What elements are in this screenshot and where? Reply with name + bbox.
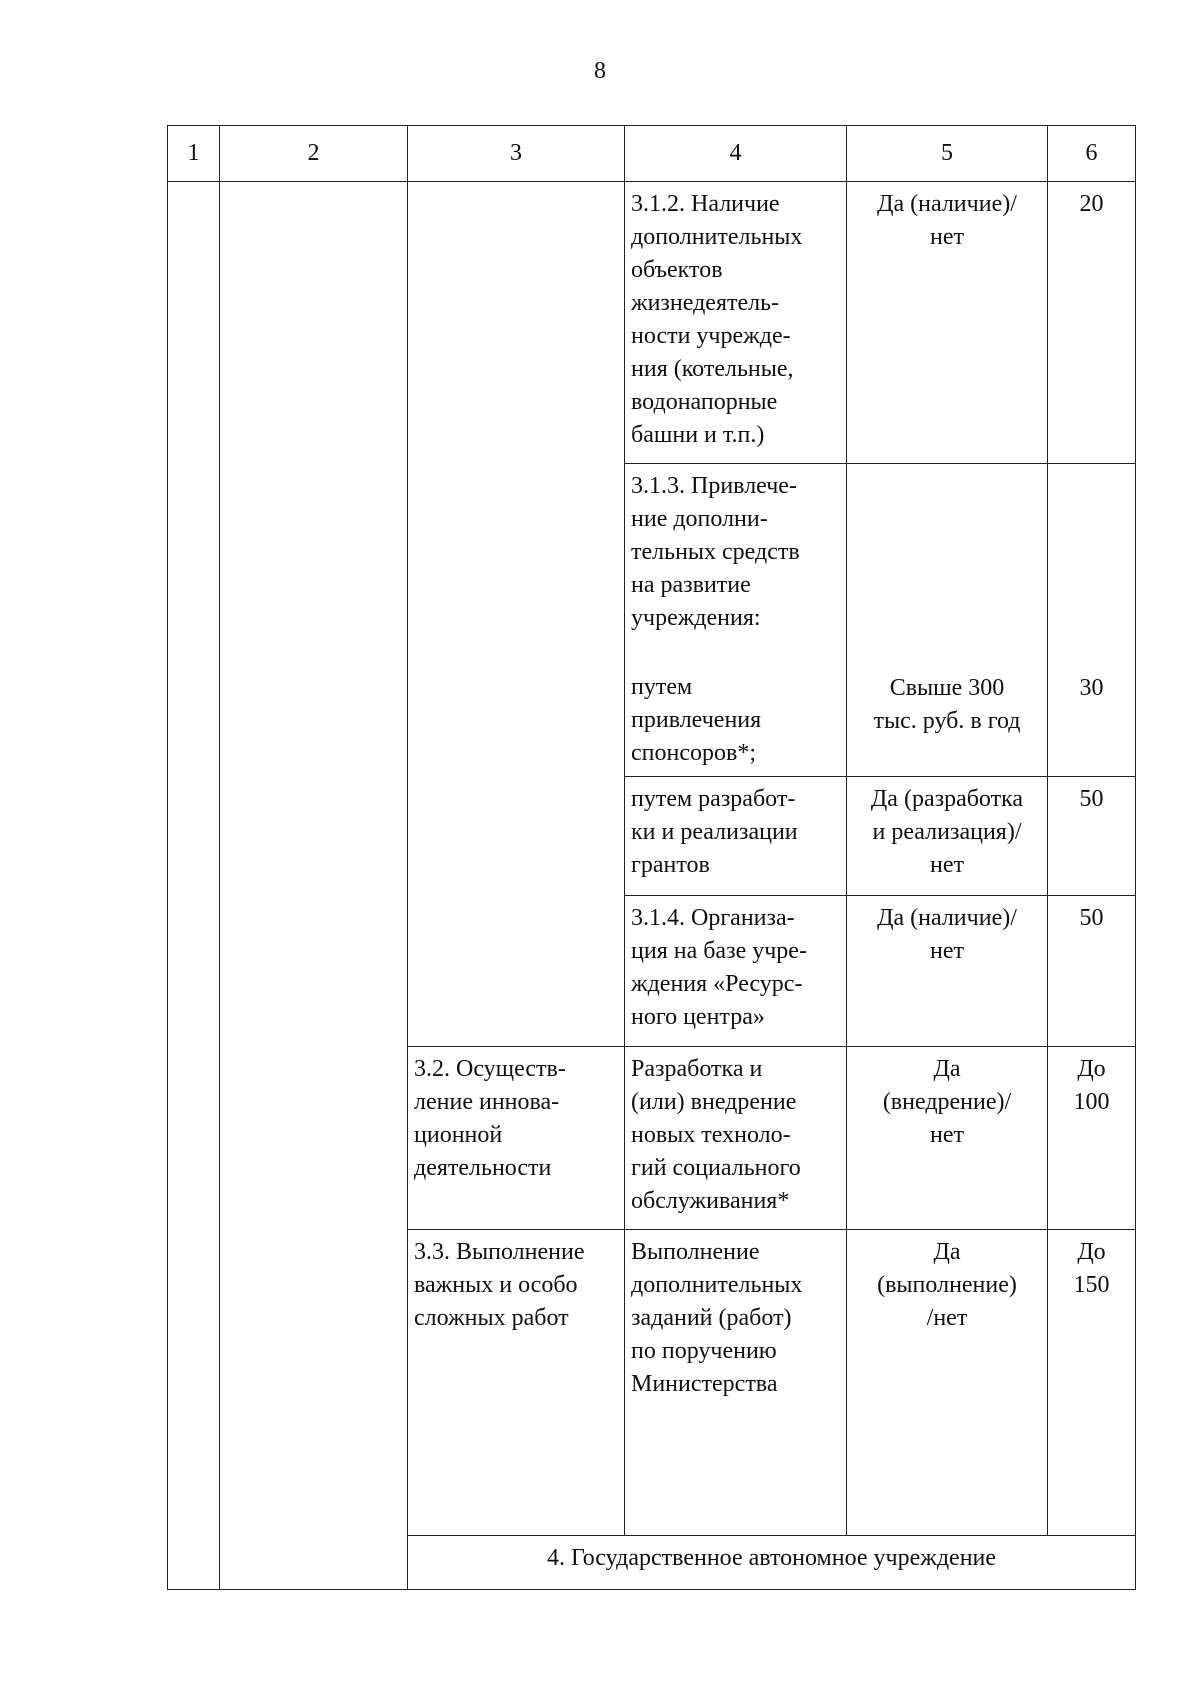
value-cell: Да (наличие)/ нет <box>847 896 1048 1047</box>
criterion-cell: 3.1.4. Организа- ция на базе учре- ждения «Ресурс- ного центра» <box>625 896 847 1047</box>
header-col-6: 6 <box>1048 126 1136 182</box>
criterion-cell: Выполнение дополнительных заданий (работ) по поручению Министерства <box>625 1230 847 1536</box>
value-cell: Да (выполнение) /нет <box>847 1230 1048 1536</box>
header-col-5: 5 <box>847 126 1048 182</box>
page-number: 8 <box>594 58 606 84</box>
criteria-table <box>167 125 1136 1590</box>
points-cell: 30 <box>1048 464 1136 777</box>
header-col-2: 2 <box>220 126 408 182</box>
value-cell: Свыше 300 тыс. руб. в год <box>847 464 1048 777</box>
col-1-empty-cell <box>168 182 220 1590</box>
section-title: 4. Государственное автономное учреждение <box>408 1536 1136 1590</box>
indicator-cell: 3.2. Осуществ- ление иннова- ционной деятельности <box>408 1047 625 1230</box>
criterion-cell: 3.1.3. Привлече- ние дополни- тельных средств на развитие учреждения: путем привлечения спонсоров*; <box>625 464 847 777</box>
header-col-3: 3 <box>408 126 625 182</box>
criterion-cell: путем разработ- ки и реализации грантов <box>625 777 847 896</box>
points-cell: До 100 <box>1048 1047 1136 1230</box>
indicator-cell: 3.3. Выполнение важных и особо сложных работ <box>408 1230 625 1536</box>
points-cell: 50 <box>1048 777 1136 896</box>
col-2-empty-cell <box>220 182 408 1590</box>
value-cell: Да (разработка и реализация)/ нет <box>847 777 1048 896</box>
value-cell: Да (внедрение)/ нет <box>847 1047 1048 1230</box>
points-cell: 20 <box>1048 182 1136 464</box>
table-row <box>168 182 1136 464</box>
criterion-cell: 3.1.2. Наличие дополнительных объектов жизнедеятель- ности учрежде- ния (котельные, водонапорные башни и т.п.) <box>625 182 847 464</box>
header-col-1: 1 <box>168 126 220 182</box>
points-cell: До 150 <box>1048 1230 1136 1536</box>
points-cell: 50 <box>1048 896 1136 1047</box>
header-col-4: 4 <box>625 126 847 182</box>
value-cell: Да (наличие)/ нет <box>847 182 1048 464</box>
header-row <box>168 126 1136 182</box>
criterion-cell: Разработка и (или) внедрение новых техноло- гий социального обслуживания* <box>625 1047 847 1230</box>
col-3-empty-cell <box>408 182 625 1047</box>
